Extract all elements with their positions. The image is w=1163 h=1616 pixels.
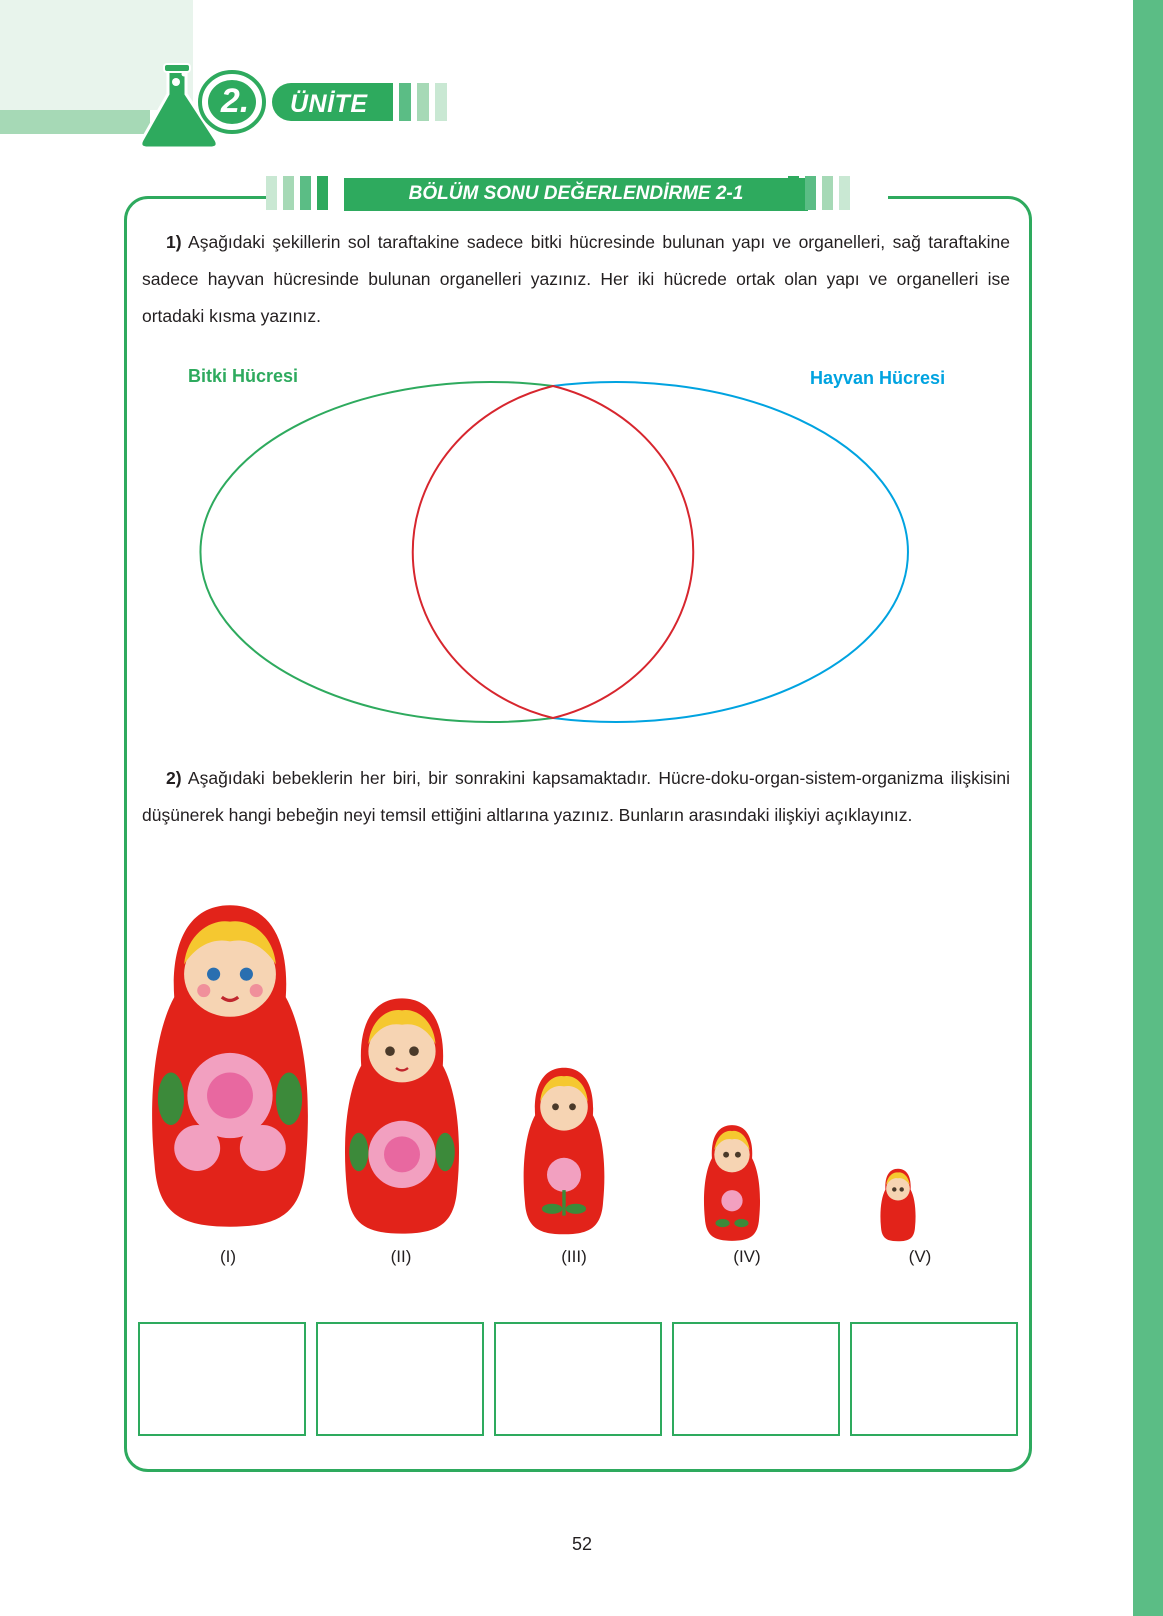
section-bars-right	[788, 176, 850, 210]
answer-box-2[interactable]	[316, 1322, 484, 1436]
answer-box-1[interactable]	[138, 1322, 306, 1436]
doll-1-image	[148, 898, 312, 1234]
unit-bars	[381, 83, 447, 121]
doll-4-image	[697, 1124, 767, 1242]
question-1-number: 1)	[166, 232, 182, 252]
unit-number: 2.	[220, 82, 250, 120]
doll-3-image	[517, 1066, 611, 1236]
venn-left-label: Bitki Hücresi	[188, 366, 299, 386]
doll-label-5: (V)	[908, 1247, 932, 1266]
doll-label-4: (IV)	[733, 1247, 761, 1266]
unit-label: ÜNİTE	[290, 90, 368, 118]
doll-5-image	[878, 1168, 918, 1242]
doll-label-3: (III)	[561, 1247, 587, 1266]
section-bars-left	[266, 176, 328, 210]
question-1	[142, 224, 1010, 335]
venn-animal-arc	[553, 382, 908, 722]
answer-box-3[interactable]	[494, 1322, 662, 1436]
question-1-text: Aşağıdaki şekillerin sol taraftakine sadece bitki hücresinde bulunan yapı ve organelleri, sağ taraftakine sadece hayvan hücresinde bulunan organelleri yazınız. Her iki hücrede ortak olan yapı ve organelleri ise ortadaki kısma yazınız.	[142, 232, 1010, 326]
venn-plant-arc	[200, 382, 553, 722]
venn-right-label: Hayvan Hücresi	[810, 368, 946, 388]
question-2	[142, 760, 1010, 834]
venn-intersection	[413, 386, 694, 718]
unit-band	[0, 110, 150, 134]
doll-2-image	[339, 996, 465, 1236]
question-2-text: Aşağıdaki bebeklerin her biri, bir sonrakini kapsamaktadır. Hücre-doku-organ-sistem-organizma ilişkisini düşünerek hangi bebeğin neyi temsil ettiğini altlarına yazınız. Bunların arasındaki ilişkiyi açıklayınız.	[142, 768, 1010, 825]
question-2-number: 2)	[166, 768, 182, 788]
answer-box-5[interactable]	[850, 1322, 1018, 1436]
doll-label-1: (I)	[219, 1247, 237, 1266]
page-number: 52	[571, 1534, 593, 1554]
answer-box-4[interactable]	[672, 1322, 840, 1436]
venn-diagram	[165, 378, 955, 740]
right-edge-stripe	[1133, 0, 1163, 1616]
section-title: BÖLÜM SONU DEĞERLENDİRME 2-1	[408, 183, 744, 204]
doll-label-2: (II)	[390, 1247, 412, 1266]
